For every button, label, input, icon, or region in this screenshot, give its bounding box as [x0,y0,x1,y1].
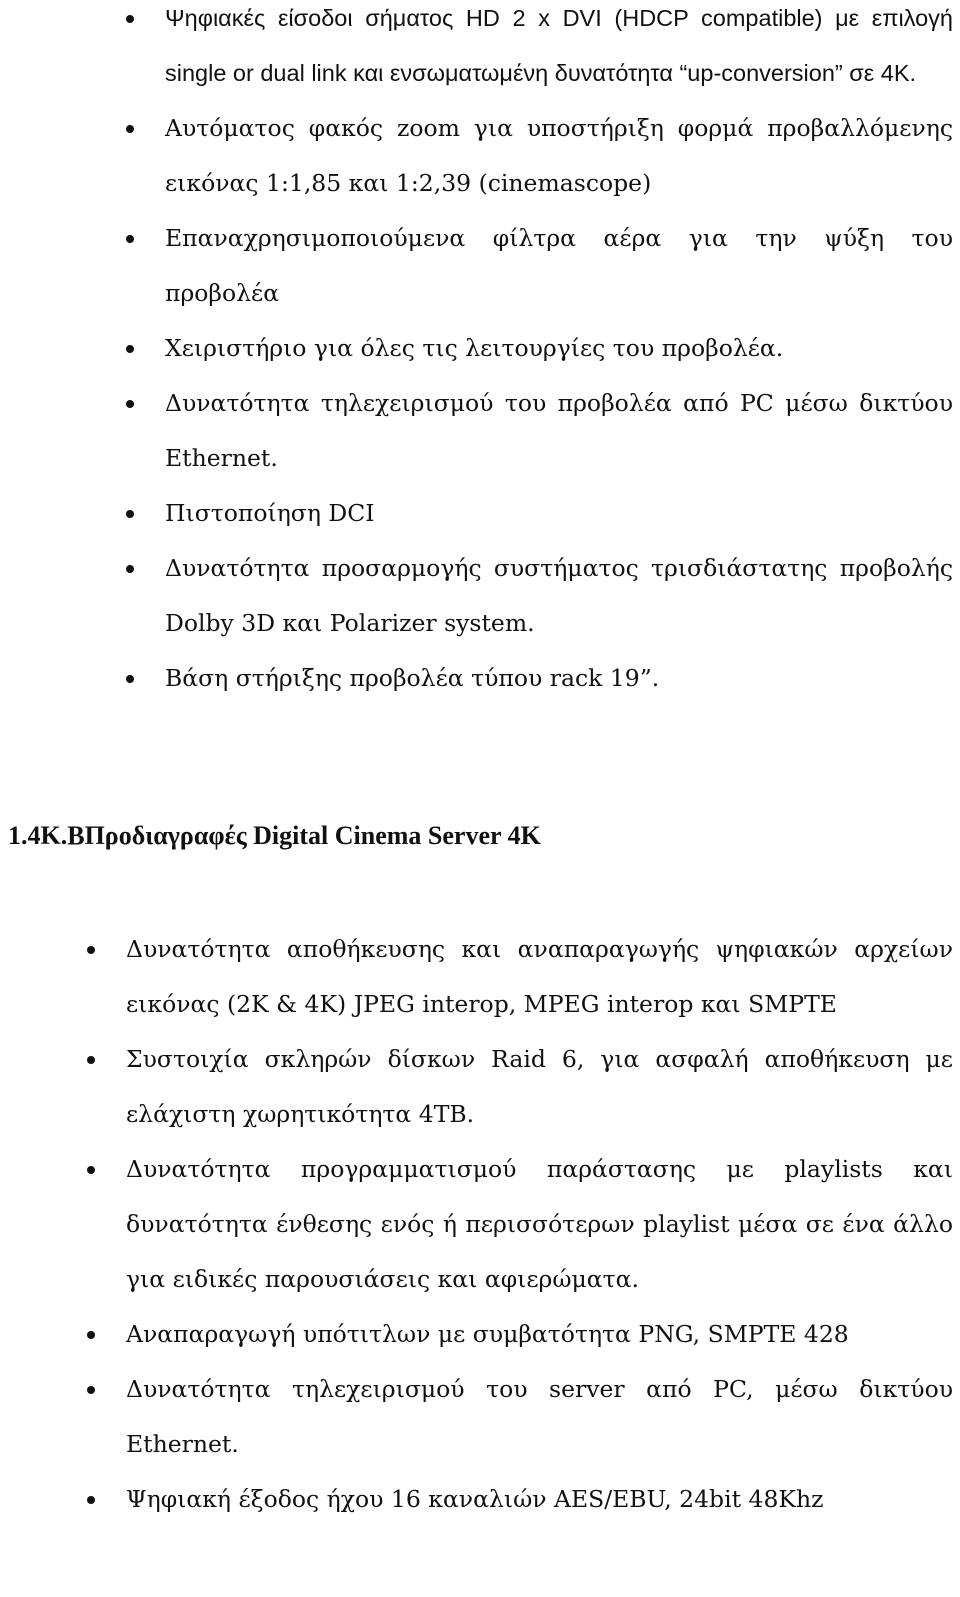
bullet-icon [126,345,134,353]
bullet-icon [87,946,95,954]
list-item-text: Δυνατότητα προγραμματισμού παράστασης με playlists και δυνατότητα ένθεσης ενός ή περισσότερων playlist μέσα σε ένα άλλο για ειδικές παρουσιάσεις και αφιερώματα. [126,1155,953,1293]
list-item [120,486,953,541]
list-item-text: Ψηφιακή έξοδος ήχου 16 καναλιών AES/EBU, 24bit 48Khz [126,1485,824,1513]
bullet-icon [87,1386,95,1394]
list-item-text: Επαναχρησιμοποιούμενα φίλτρα αέρα για την ψύξη του προβολέα [165,224,953,307]
section-heading: 1.4Κ.ΒΠροδιαγραφές Digital Cinema Server 4K [8,821,541,850]
list-item [120,376,953,486]
server-spec-list [81,922,953,1527]
list-item [120,211,953,321]
list-item-text: Συστοιχία σκληρών δίσκων Raid 6, για ασφαλή αποθήκευση με ελάχιστη χωρητικότητα 4TB. [126,1045,953,1128]
list-item [81,1032,953,1142]
bullet-icon [126,510,134,518]
bullet-icon [87,1166,95,1174]
list-item-text: Δυνατότητα προσαρμογής συστήματος τρισδιάστατης προβολής Dolby 3D και Polarizer system. [165,554,953,637]
list-item [120,101,953,211]
bullet-icon [126,400,134,408]
list-item [81,1307,953,1362]
bullet-icon [126,15,134,23]
list-item [120,651,953,706]
projector-spec-list [120,0,953,706]
list-item-text: Δυνατότητα τηλεχειρισμού του server από PC, μέσω δικτύου Ethernet. [126,1375,953,1458]
list-item-text: Ψηφιακές είσοδοι σήματος HD 2 x DVI (HDCP compatible) με επιλογή single or dual link και ενσωματωμένη δυνατότητα “up-conversion” σε 4K. [165,5,953,86]
list-item-text: Δυνατότητα τηλεχειρισμού του προβολέα από PC μέσω δικτύου Ethernet. [165,389,953,472]
list-item [81,1142,953,1307]
bullet-icon [126,565,134,573]
bullet-icon [126,675,134,683]
list-item [120,541,953,651]
list-item [81,1472,953,1527]
list-item [81,1362,953,1472]
bullet-icon [126,125,134,133]
bullet-icon [87,1331,95,1339]
bullet-icon [87,1056,95,1064]
list-item-text: Βάση στήριξης προβολέα τύπου rack 19”. [165,664,660,692]
list-item-text: Αυτόματος φακός zoom για υποστήριξη φορμά προβαλλόμενης εικόνας 1:1,85 και 1:2,39 (cinemascope) [165,114,953,197]
list-item-text: Δυνατότητα αποθήκευσης και αναπαραγωγής ψηφιακών αρχείων εικόνας (2K & 4K) JPEG interop, MPEG interop και SMPTE [126,935,953,1018]
list-item [120,0,953,101]
list-item-text: Χειριστήριο για όλες τις λειτουργίες του προβολέα. [165,334,784,362]
bullet-icon [126,235,134,243]
list-item-text: Αναπαραγωγή υπότιτλων με συμβατότητα PNG, SMPTE 428 [126,1320,849,1348]
bullet-icon [87,1496,95,1504]
list-item-text: Πιστοποίηση DCI [165,499,375,527]
list-item [120,321,953,376]
list-item [81,922,953,1032]
